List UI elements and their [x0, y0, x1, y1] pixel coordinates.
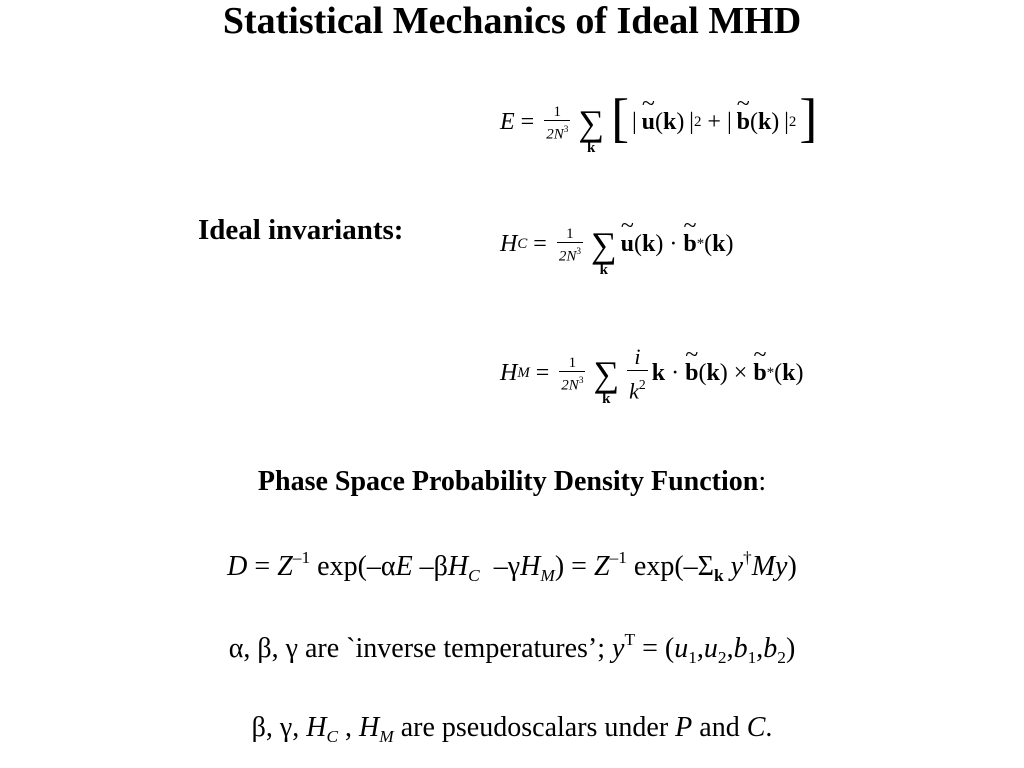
pseudoscalar-line: [0, 712, 1024, 747]
magnetic-helicity-lhs: H: [500, 359, 518, 386]
inverse-temperatures-line: [0, 630, 1024, 668]
ideal-invariants-label: Ideal invariants:: [198, 214, 404, 246]
magnetic-helicity-sum: ∑ k: [593, 354, 620, 407]
magnetic-helicity-inner-fraction: $\frac{i}{k^2}$: [629, 344, 646, 404]
cross-helicity-sum: ∑ k: [590, 225, 617, 278]
inverse-temperatures-render: α, β, γ are `inverse temperatures’; $y^T = (u_1,u_2,b_1,b_2)$: [228, 630, 796, 668]
energy-prefactor-den: $2N^3$: [544, 120, 570, 144]
energy-equation: [500, 88, 820, 156]
magnetic-helicity-lhs-sub: M: [517, 364, 530, 381]
cross-helicity-equation: [500, 210, 734, 278]
magnetic-helicity-prefactor: $\frac{1}{2N^3}$: [561, 355, 584, 394]
energy-summand-render: [ | ~ u ( k ) | 2 + | ~ b ( k ) | 2 ]: [608, 102, 820, 142]
magnetic-helicity-summand-render: k · ~ b ( k ) × ~ b * ( k ): [652, 360, 804, 387]
energy-prefactor-num: 1: [553, 104, 562, 121]
pdf-heading: [0, 466, 1024, 498]
energy-sum-symbol: ∑: [578, 103, 605, 143]
cross-helicity-equals: =: [533, 230, 547, 257]
energy-equals: =: [520, 108, 535, 135]
cross-helicity-prefactor: $\frac{1}{2N^3}$: [558, 226, 581, 265]
pdf-equation-render: $D = Z^{-1}$ exp(–αE $-\beta H_C$ $-\gamma H_M) = Z^{-1}$ $\exp(-\Sigma_k$ y†My): [227, 548, 797, 586]
pseudoscalar-render: β, γ, $H_C$ , $H_M$ are pseudoscalars under P and C.: [251, 712, 773, 747]
slide-title: Statistical Mechanics of Ideal MHD: [222, 0, 802, 42]
cross-helicity-summand-render: ~ u ( k ) · ~ b * ( k ): [621, 231, 734, 258]
energy-sum: [578, 103, 605, 156]
pdf-equation: [0, 548, 1024, 586]
energy-prefactor: [544, 104, 570, 144]
energy-sum-index: k: [587, 140, 596, 156]
pdf-heading-text: Phase Space Probability Density Function: [257, 466, 759, 497]
magnetic-helicity-equals: =: [535, 359, 550, 386]
cross-helicity-lhs-sub: C: [517, 235, 528, 252]
energy-lhs: E: [500, 108, 515, 135]
magnetic-helicity-equation: [500, 334, 804, 412]
cross-helicity-lhs: H: [500, 230, 518, 257]
pdf-heading-colon: :: [758, 466, 767, 497]
